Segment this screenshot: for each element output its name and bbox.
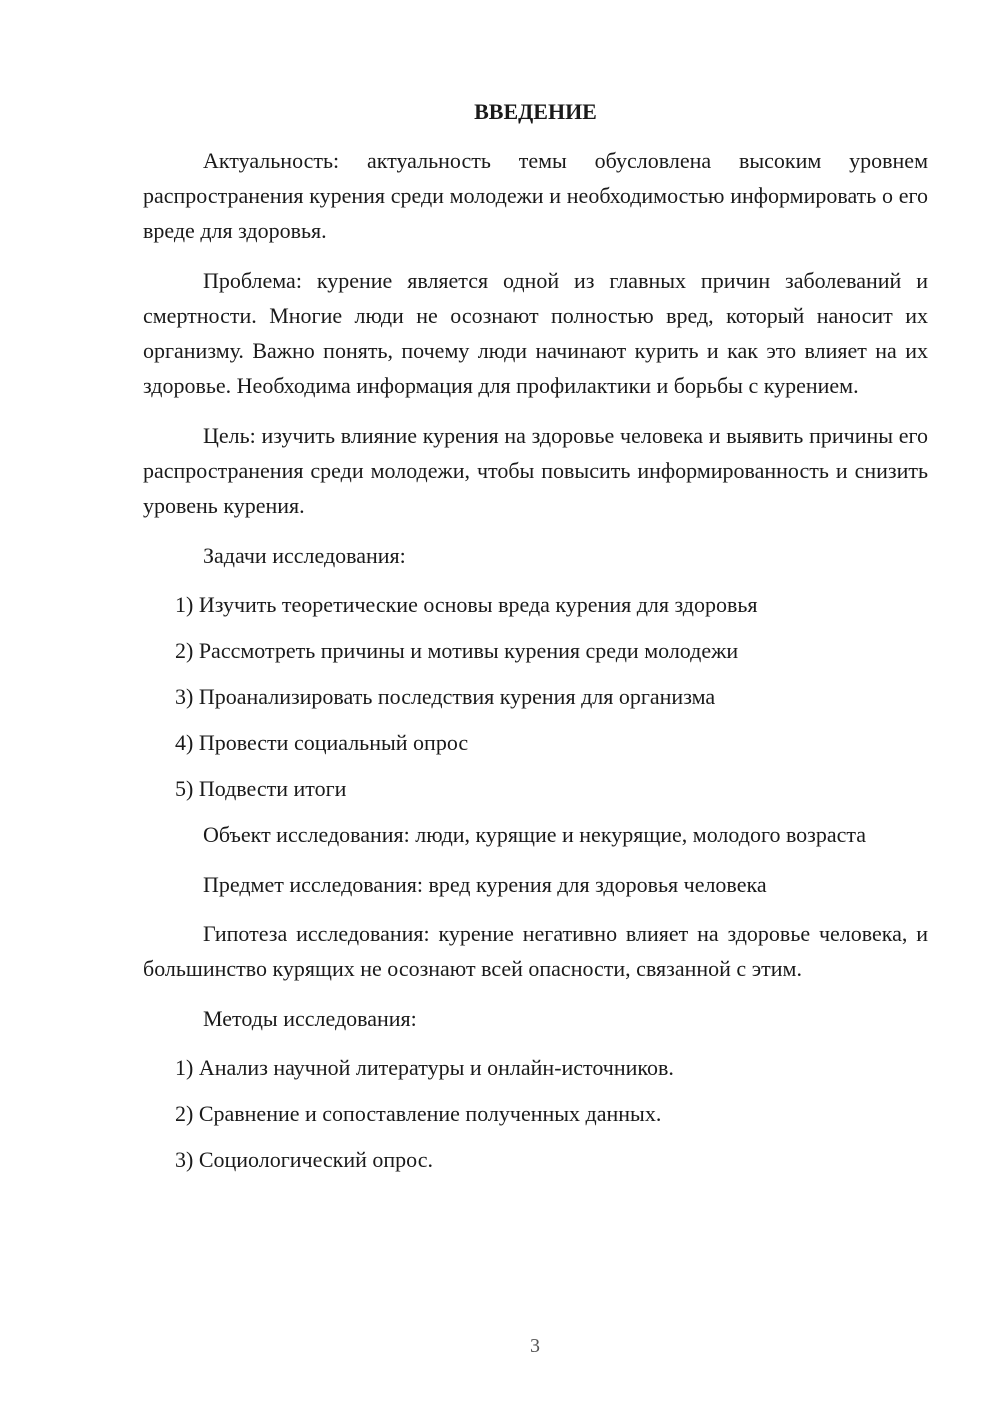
subject-paragraph: Предмет исследования: вред курения для здоровья человека: [203, 872, 767, 897]
page-number: 3: [530, 1335, 540, 1357]
method-item: 3) Социологический опрос.: [175, 1147, 433, 1172]
object-paragraph: Объект исследования: люди, курящие и некурящие, молодого возраста: [203, 822, 867, 847]
relevance-paragraph: Актуальность: актуальность темы обусловлена высоким уровнем распространения курения среди молодежи и необходимостью информировать о его вреде для здоровья.: [143, 148, 928, 243]
tasks-heading: Задачи исследования:: [203, 543, 406, 568]
problem-paragraph: Проблема: курение является одной из главных причин заболеваний и смертности. Многие люди не осознают полностью вред, который наносит их организму. Важно понять, почему люди начинают курить и как это влияет на их здоровье. Необходима информация для профилактики и борьбы с курением.: [143, 268, 928, 398]
page-title: ВВЕДЕНИЕ: [474, 99, 597, 124]
task-item: 2) Рассмотреть причины и мотивы курения среди молодежи: [175, 638, 739, 663]
methods-heading: Методы исследования:: [203, 1006, 417, 1031]
task-item: 4) Провести социальный опрос: [175, 730, 469, 755]
task-item: 3) Проанализировать последствия курения для организма: [175, 684, 716, 709]
goal-paragraph: Цель: изучить влияние курения на здоровье человека и выявить причины его распространения среди молодежи, чтобы повысить информированность и снизить уровень курения.: [143, 423, 928, 518]
method-item: 2) Сравнение и сопоставление полученных данных.: [175, 1101, 662, 1126]
method-item: 1) Анализ научной литературы и онлайн-источников.: [175, 1055, 674, 1080]
task-item: 5) Подвести итоги: [175, 776, 347, 801]
methods-list: [143, 1050, 928, 1177]
tasks-list: [143, 587, 928, 806]
page-content: [143, 94, 928, 1188]
task-item: 1) Изучить теоретические основы вреда курения для здоровья: [175, 592, 758, 617]
hypothesis-paragraph: Гипотеза исследования: курение негативно влияет на здоровье человека, и большинство курящих не осознают всей опасности, связанной с этим.: [143, 921, 928, 981]
